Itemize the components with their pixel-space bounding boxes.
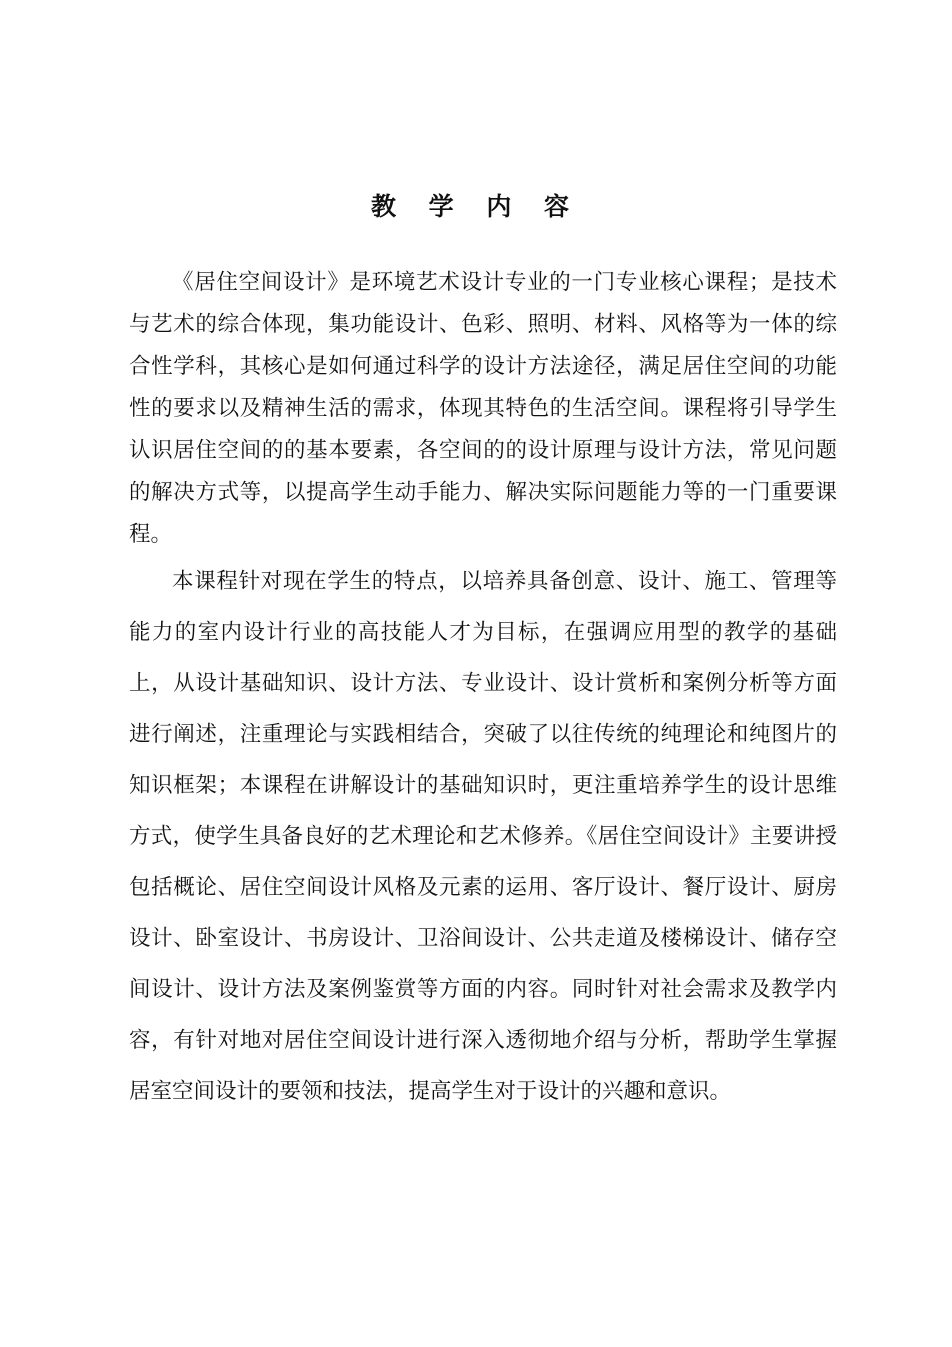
paragraph-course-overview: 《居住空间设计》是环境艺术设计专业的一门专业核心课程；是技术与艺术的综合体现，集功能设计、色彩、照明、材料、风格等为一体的综合性学科，其核心是如何通过科学的设计方法途径，满足居住空间的功能性的要求以及精神生活的需求，体现其特色的生活空间。课程将引导学生认识居住空间的的基本要素，各空间的的设计原理与设计方法，常见问题的解决方式等，以提高学生动手能力、解决实际问题能力等的一门重要课程。 bbox=[129, 270, 837, 547]
body-text bbox=[129, 262, 837, 1117]
paragraph-course-content: 本课程针对现在学生的特点，以培养具备创意、设计、施工、管理等能力的室内设计行业的高技能人才为目标，在强调应用型的教学的基础上，从设计基础知识、设计方法、专业设计、设计赏析和案例分析等方面进行阐述，注重理论与实践相结合，突破了以往传统的纯理论和纯图片的知识框架；本课程在讲解设计的基础知识时，更注重培养学生的设计思维方式，使学生具备良好的艺术理论和艺术修养。《居住空间设计》主要讲授包括概论、居住空间设计风格及元素的运用、客厅设计、餐厅设计、厨房设计、卧室设计、书房设计、卫浴间设计、公共走道及楼梯设计、储存空间设计、设计方法及案例鉴赏等方面的内容。同时针对社会需求及教学内容，有针对地对居住空间设计进行深入透彻地介绍与分析，帮助学生掌握居室空间设计的要领和技法，提高学生对于设计的兴趣和意识。 bbox=[129, 569, 837, 1104]
page-title: 教 学 内 容 bbox=[370, 191, 582, 221]
